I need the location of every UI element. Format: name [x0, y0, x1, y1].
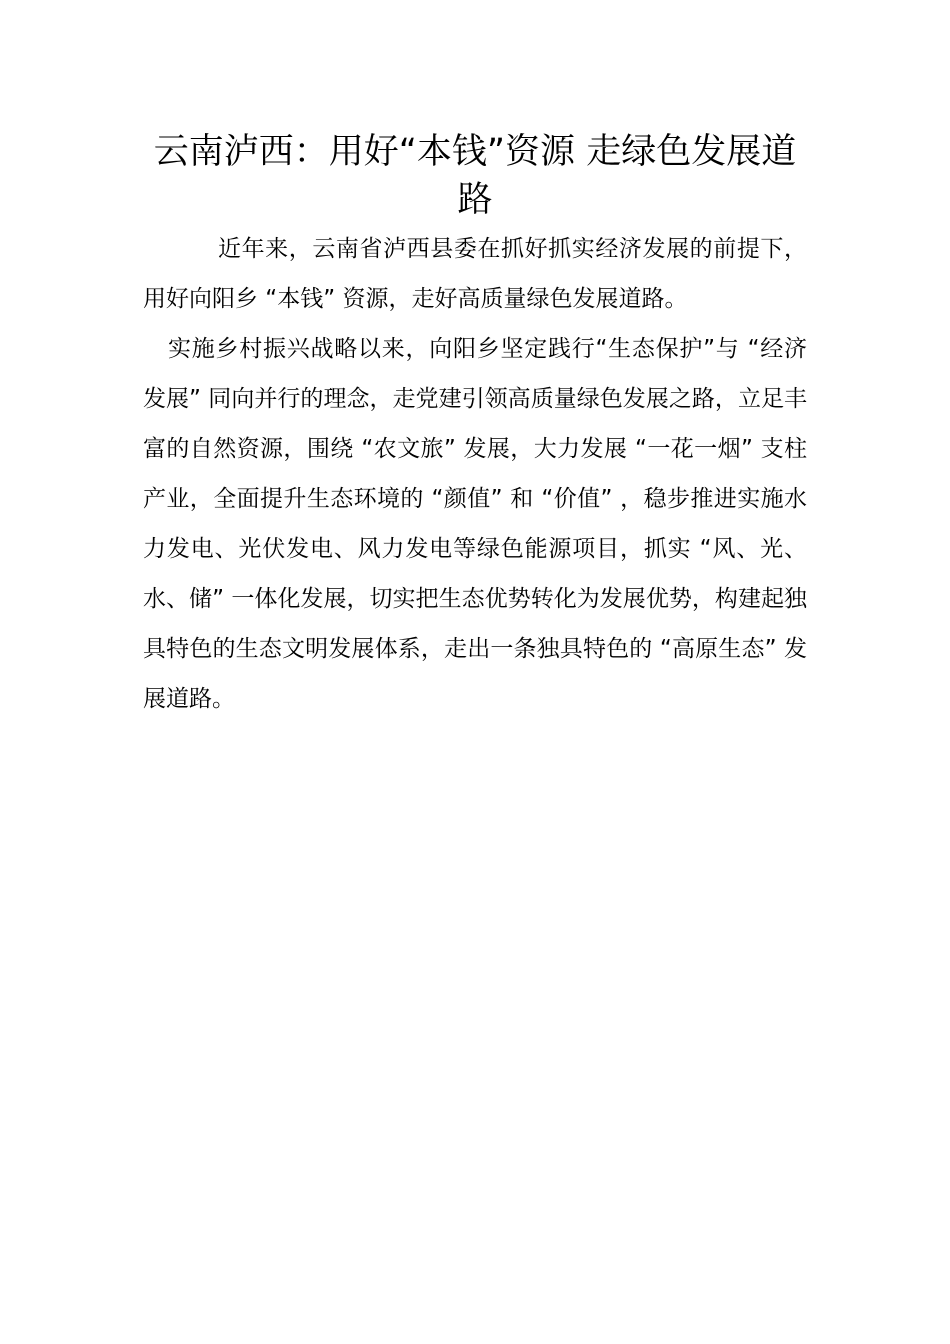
document-title: 云南泸西：用好“本钱”资源 走绿色发展道路: [153, 132, 797, 220]
paragraph-intro: 近年来，云南省泸西县委在抓好抓实经济发展的前提下，用好向阳乡 “本钱” 资源，走好高质量绿色发展道路。: [143, 236, 807, 312]
paragraph-body: 实施乡村振兴战略以来，向阳乡坚定践行“生态保护”与 “经济发展” 同向并行的理念，走党建引领高质量绿色发展之路，立足丰富的自然资源，围绕 “农文旅” 发展，大力发展 “一花一烟” 支柱产业，全面提升生态环境的 “颜值” 和 “价值” ，稳步推进实施水力发电、光伏发电、风力发电等绿色能源项目，抓实 “风、光、水、储” 一体化发展，切实把生态优势转化为发展优势，构建起独具特色的生态文明发展体系，走出一条独具特色的 “高原生态” 发展道路。: [143, 336, 808, 712]
document-content: [143, 128, 807, 724]
